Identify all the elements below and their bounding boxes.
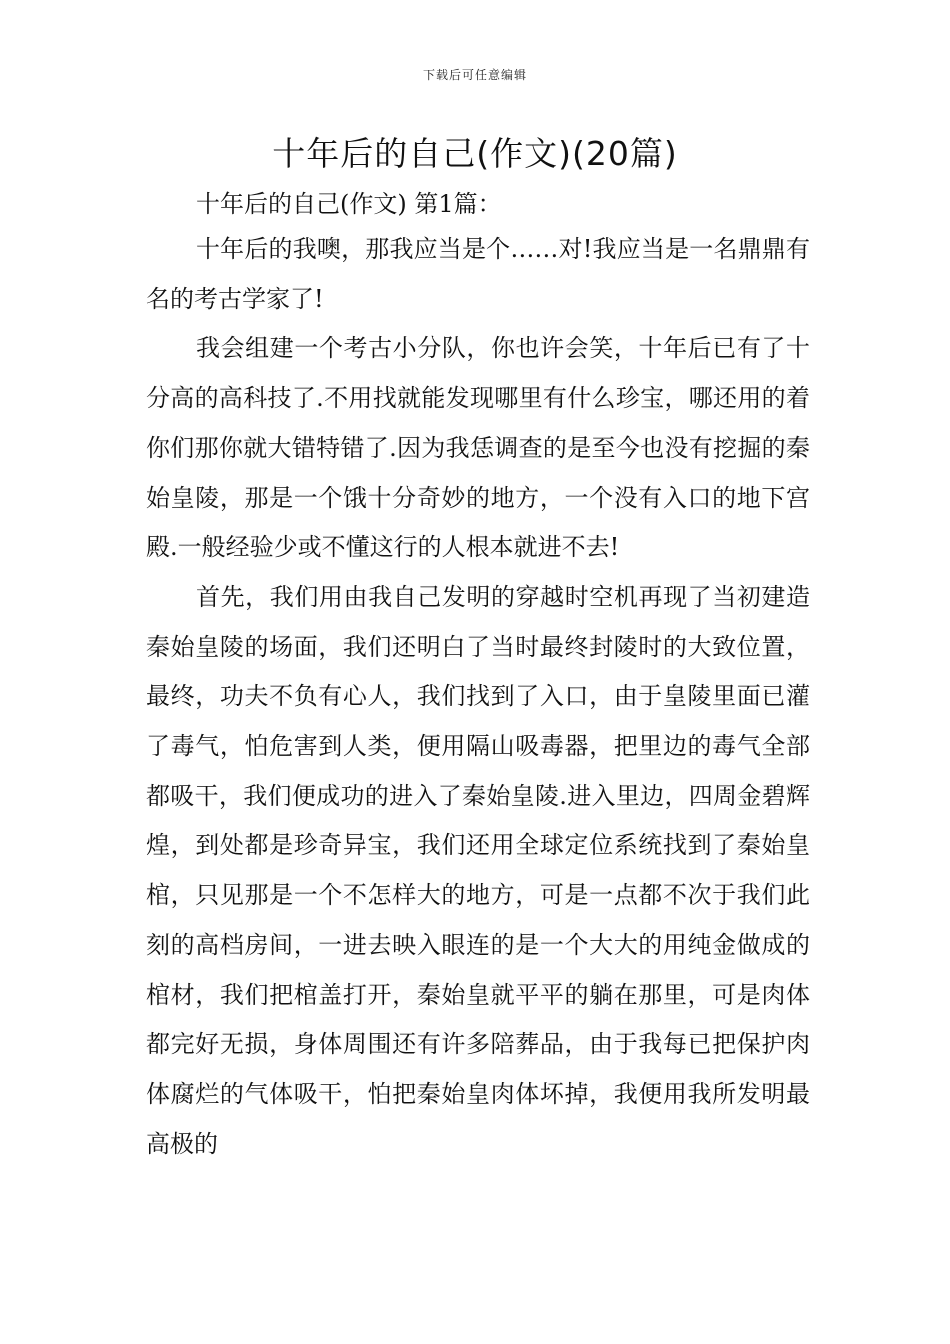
- body-text: [146, 225, 810, 1169]
- paragraph-1: 十年后的我噢，那我应当是个……对!我应当是一名鼎鼎有名的考古学家了!: [146, 235, 810, 313]
- document-title: 十年后的自己(作文)(20篇): [272, 134, 678, 173]
- paragraph-2: 我会组建一个考古小分队，你也许会笑，十年后已有了十分高的高科技了.不用找就能发现哪里有什么珍宝，哪还用的着你们那你就大错特错了.因为我恁调查的是至今也没有挖掘的秦始皇陵，那是一个饿十分奇妙的地方，一个没有入口的地下宫殿.一般经验少或不懂这行的人根本就进不去!: [146, 334, 810, 562]
- paragraph-3: 首先，我们用由我自己发明的穿越时空机再现了当初建造秦始皇陵的场面，我们还明白了当时最终封陵时的大致位置，最终，功夫不负有心人，我们找到了入口，由于皇陵里面已灌了毒气，怕危害到人类，便用隔山吸毒器，把里边的毒气全部都吸干，我们便成功的进入了秦始皇陵.进入里边，四周金碧辉煌，到处都是珍奇异宝，我们还用全球定位系统找到了秦始皇棺，只见那是一个不怎样大的地方，可是一点都不次于我们此刻的高档房间，一进去映入眼连的是一个大大的用纯金做成的棺材，我们把棺盖打开，秦始皇就平平的躺在那里，可是肉体都完好无损，身体周围还有许多陪葬品，由于我每已把保护肉体腐烂的气体吸干，怕把秦始皇肉体坏掉，我便用我所发明最高极的: [146, 582, 810, 1158]
- section-heading: 十年后的自己(作文) 第1篇：: [196, 190, 502, 218]
- header-note: 下载后可任意编辑: [422, 68, 527, 82]
